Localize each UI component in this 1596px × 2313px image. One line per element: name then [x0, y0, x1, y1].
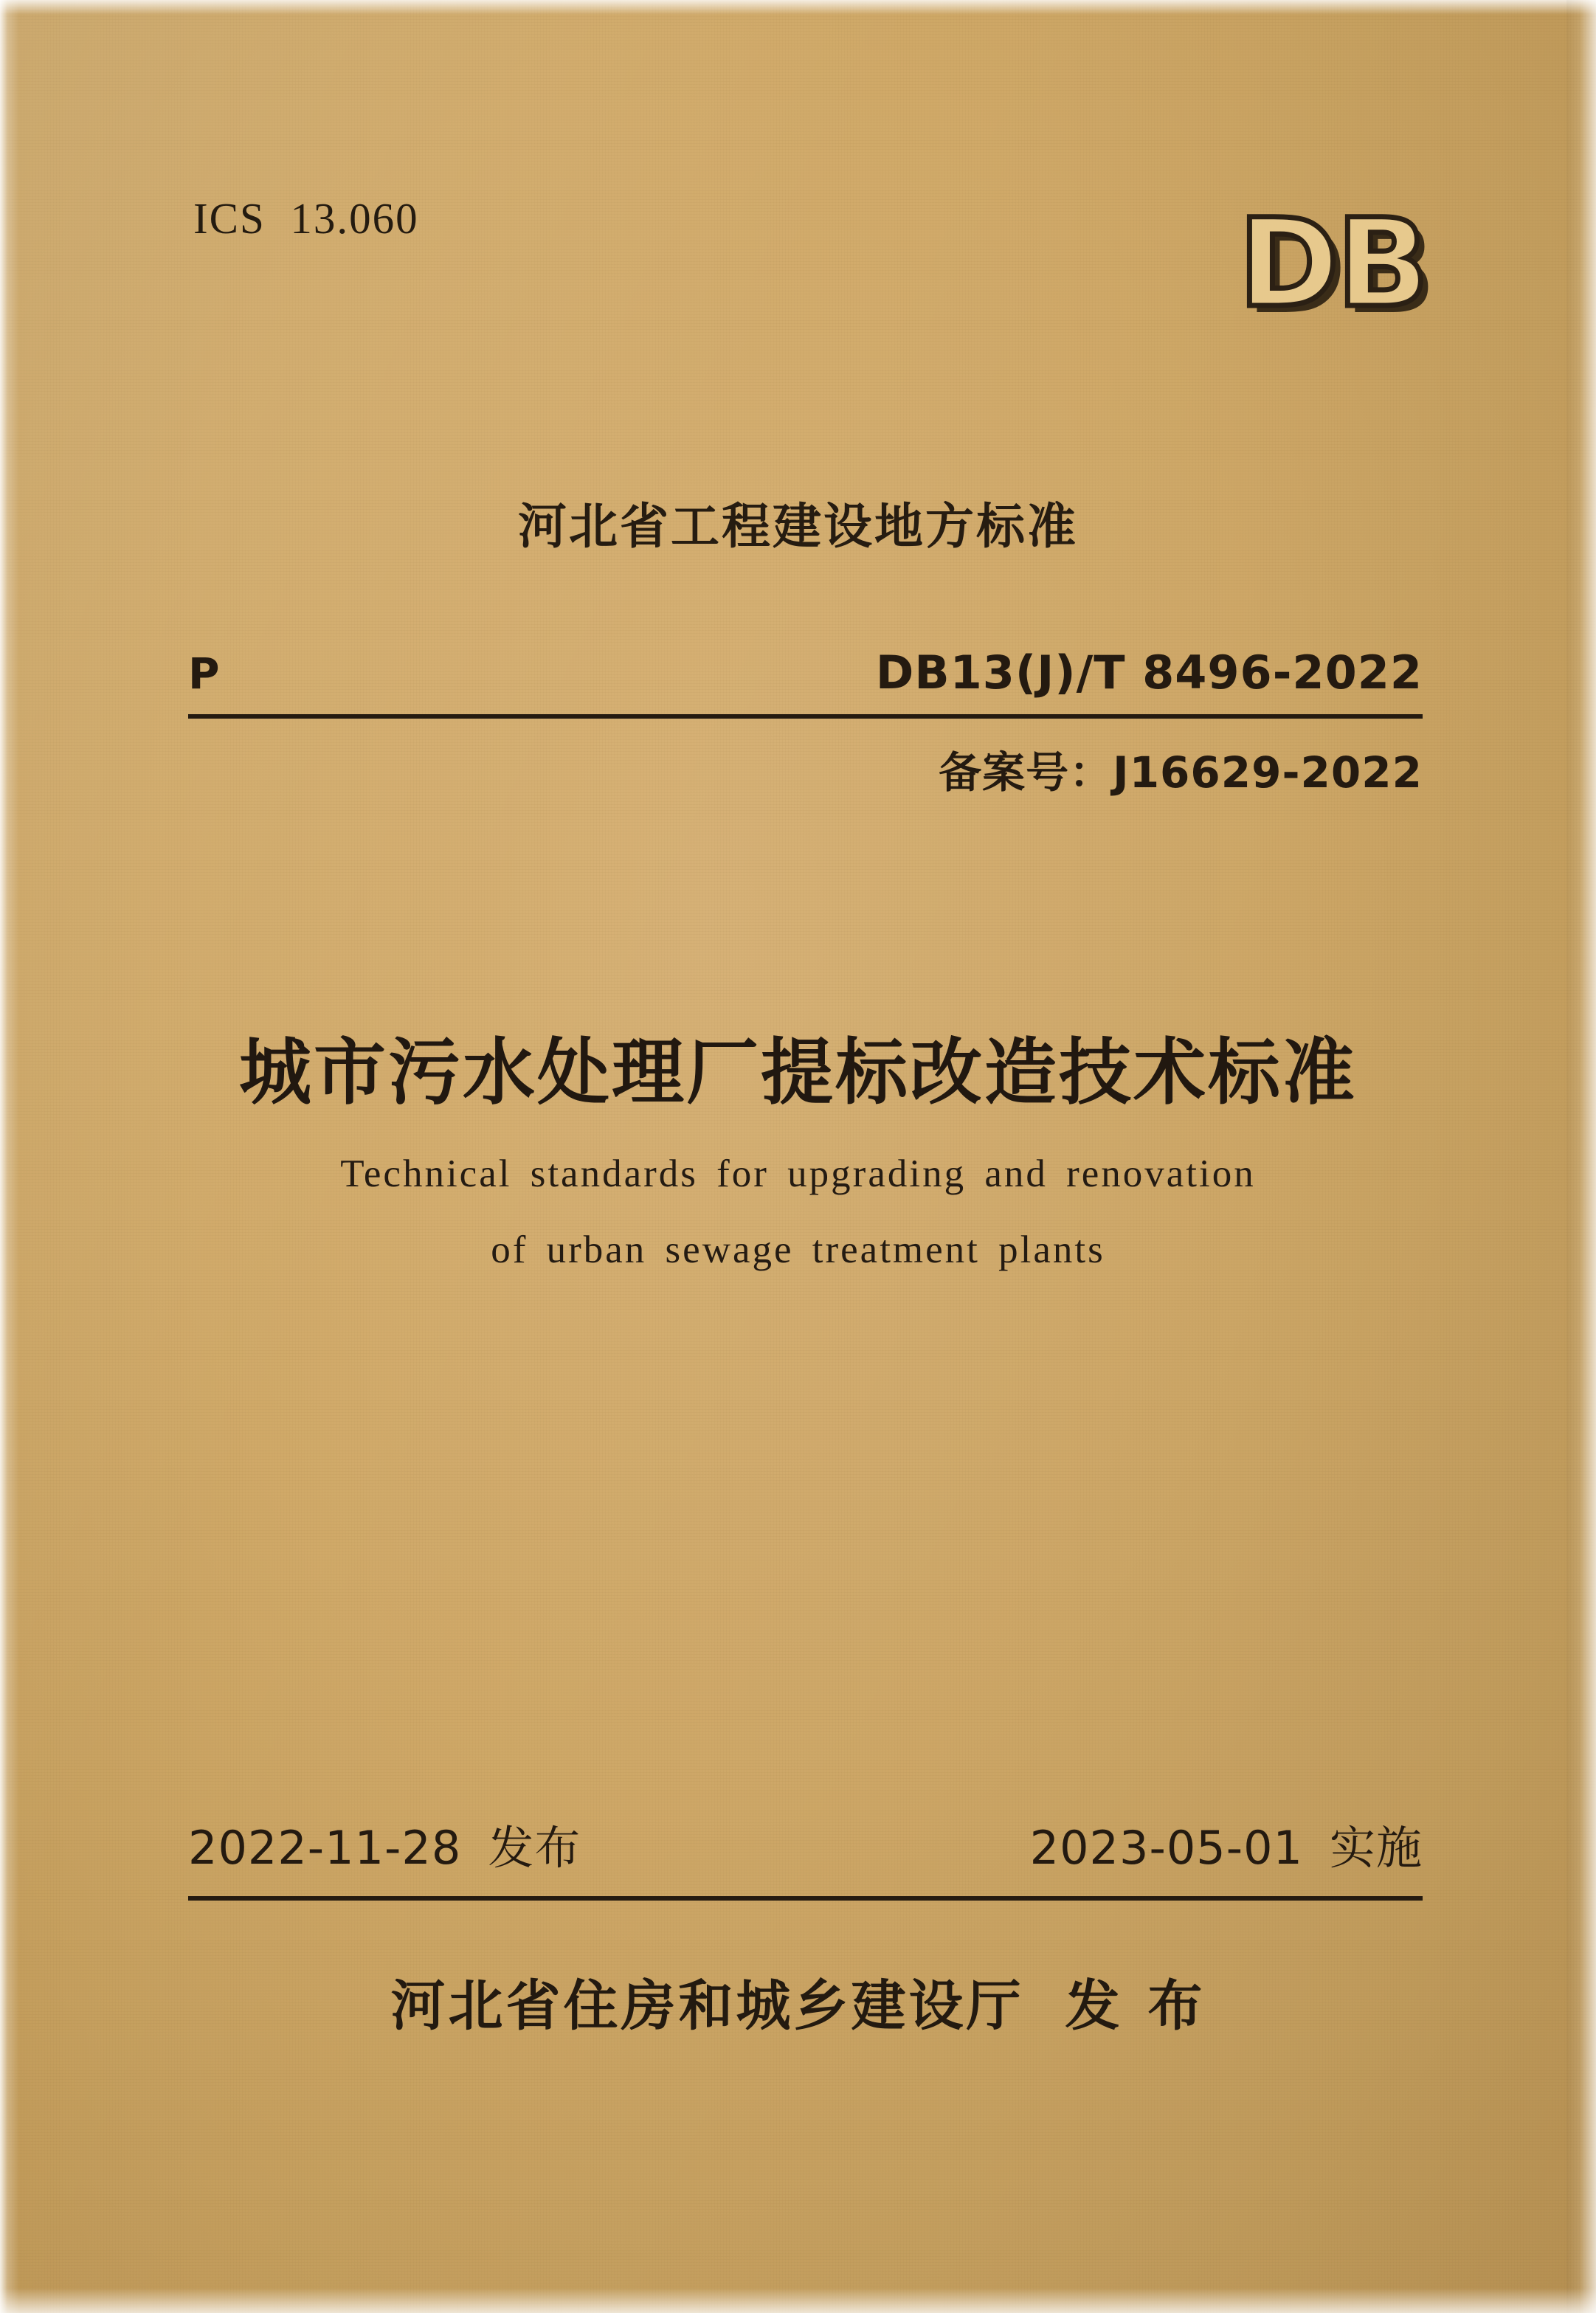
page-title-english-line1: Technical standards for upgrading and renovation	[340, 1152, 1256, 1195]
divider-bottom	[188, 1896, 1423, 1901]
issue-label: 发布	[488, 1821, 581, 1875]
effective-date-group	[1030, 1811, 1423, 1877]
divider-top	[188, 714, 1423, 719]
publisher-action-2: 布	[1147, 1974, 1206, 2038]
db-logo: DB	[1238, 193, 1426, 334]
page-title-english-line2: of urban sewage treatment plants	[491, 1228, 1105, 1272]
page-title: 城市污水处理厂提标改造技术标准	[238, 1031, 1357, 1115]
publisher-action-1: 发	[1065, 1974, 1123, 2038]
standard-series-header: 河北省工程建设地方标准	[518, 498, 1078, 555]
effective-label: 实施	[1329, 1821, 1423, 1875]
standard-number: DB13(J)/T 8496-2022	[875, 646, 1423, 699]
classification-code: P	[188, 649, 221, 699]
ics-code: ICS 13.060	[193, 194, 419, 243]
page-title-english	[0, 1136, 1596, 1289]
issue-date: 2022-11-28	[188, 1821, 462, 1875]
publisher-name: 河北省住房和城乡建设厅	[390, 1974, 1024, 2038]
dates-row	[188, 1811, 1423, 1877]
page-edge-top	[0, 0, 1596, 15]
record-number: 备案号：J16629-2022	[939, 747, 1423, 798]
issue-date-group	[188, 1811, 581, 1877]
page-edge-bottom	[0, 2288, 1596, 2313]
standard-code-row	[188, 646, 1423, 699]
effective-date: 2023-05-01	[1029, 1821, 1303, 1875]
publisher-line	[0, 1963, 1596, 2041]
